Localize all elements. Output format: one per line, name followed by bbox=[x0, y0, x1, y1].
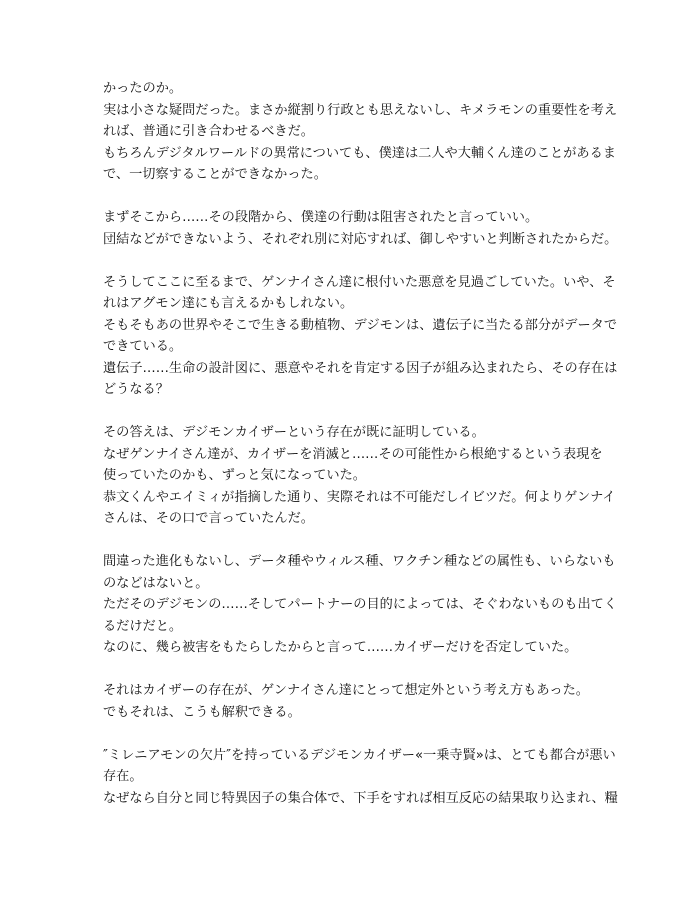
text-line: それはカイザーの存在が、ゲンナイさん達にとって想定外という考え方もあった。 bbox=[103, 683, 589, 698]
paragraph-break bbox=[103, 401, 603, 423]
text-line: れはアグモン達にも言えるかもしれない。 bbox=[103, 296, 354, 311]
text-line: 団結などができないよう、それぞれ別に対応すれば、御しやすいと判断されたからだ。 bbox=[103, 231, 618, 247]
paragraph-break bbox=[103, 250, 603, 272]
text-line: そうしてここに至るまで、ゲンナイさん達に根付いた悪意を見過ごしていた。いや、そ bbox=[103, 274, 616, 290]
text-line: ただそのデジモンの……そしてパートナーの目的によっては、そぐわないものも出てく bbox=[103, 597, 618, 612]
text-line: るだけだと。 bbox=[103, 618, 183, 634]
text-line: ″ミレニアモンの欠片″を持っているデジモンカイザー«一乗寺賢»は、とても都合が悪い bbox=[103, 747, 616, 763]
text-line: なぜゲンナイさん達が、カイザーを消滅と……その可能性から根絶するという表現を bbox=[103, 446, 603, 462]
text-line: れば、普通に引き合わせるべきだ。 bbox=[103, 124, 314, 139]
paragraph-break bbox=[103, 530, 603, 552]
text-line: 遺伝子……生命の設計図に、悪意やそれを肯定する因子が組み込まれたら、その存在は bbox=[103, 360, 618, 376]
text-line: もちろんデジタルワールドの異常についても、僕達は二人や大輔くん達のことがあるま bbox=[103, 145, 616, 161]
text-line: 実は小さな疑問だった。まさか縦割り行政とも思えないし、キメラモンの重要性を考え bbox=[103, 102, 618, 118]
text-line: できている。 bbox=[103, 339, 183, 354]
text-line: かったのか。 bbox=[103, 81, 183, 96]
paragraph-break bbox=[103, 659, 603, 681]
text-line: どうなる？ bbox=[103, 382, 169, 397]
text-line: なのに、幾ら被害をもたらしたからと言って……カイザーだけを否定していた。 bbox=[103, 640, 578, 655]
paragraph-break bbox=[103, 723, 603, 745]
text-line: 間違った進化もないし、データ種やウィルス種、ワクチン種などの属性も、いらないも bbox=[103, 554, 616, 569]
text-line: でもそれは、こうも解釈できる。 bbox=[103, 704, 301, 720]
text-line: 使っていたのかも、ずっと気になっていた。 bbox=[103, 468, 366, 483]
text-line: そもそもあの世界やそこで生きる動植物、デジモンは、遺伝子に当たる部分がデータで bbox=[103, 317, 618, 333]
body-text bbox=[103, 78, 618, 809]
text-line: その答えは、デジモンカイザーという存在が既に証明している。 bbox=[103, 425, 485, 440]
text-line: 恭文くんやエイミィが指摘した通り、実際それは不可能だしイビツだ。何よりゲンナイ bbox=[103, 489, 616, 505]
text-line: なぜなら自分と同じ特異因子の集合体で、下手をすれば相互反応の結果取り込まれ、糧 bbox=[103, 790, 618, 806]
text-line: のなどはないと。 bbox=[103, 575, 209, 591]
text-line: で、一切察することができなかった。 bbox=[103, 167, 327, 182]
text-line: 存在。 bbox=[103, 769, 143, 784]
text-line: まずそこから……その段階から、僕達の行動は阻害されたと言っていい。 bbox=[103, 210, 539, 225]
text-line: さんは、その口で言っていたんだ。 bbox=[103, 511, 314, 526]
paragraph-break bbox=[103, 186, 603, 208]
